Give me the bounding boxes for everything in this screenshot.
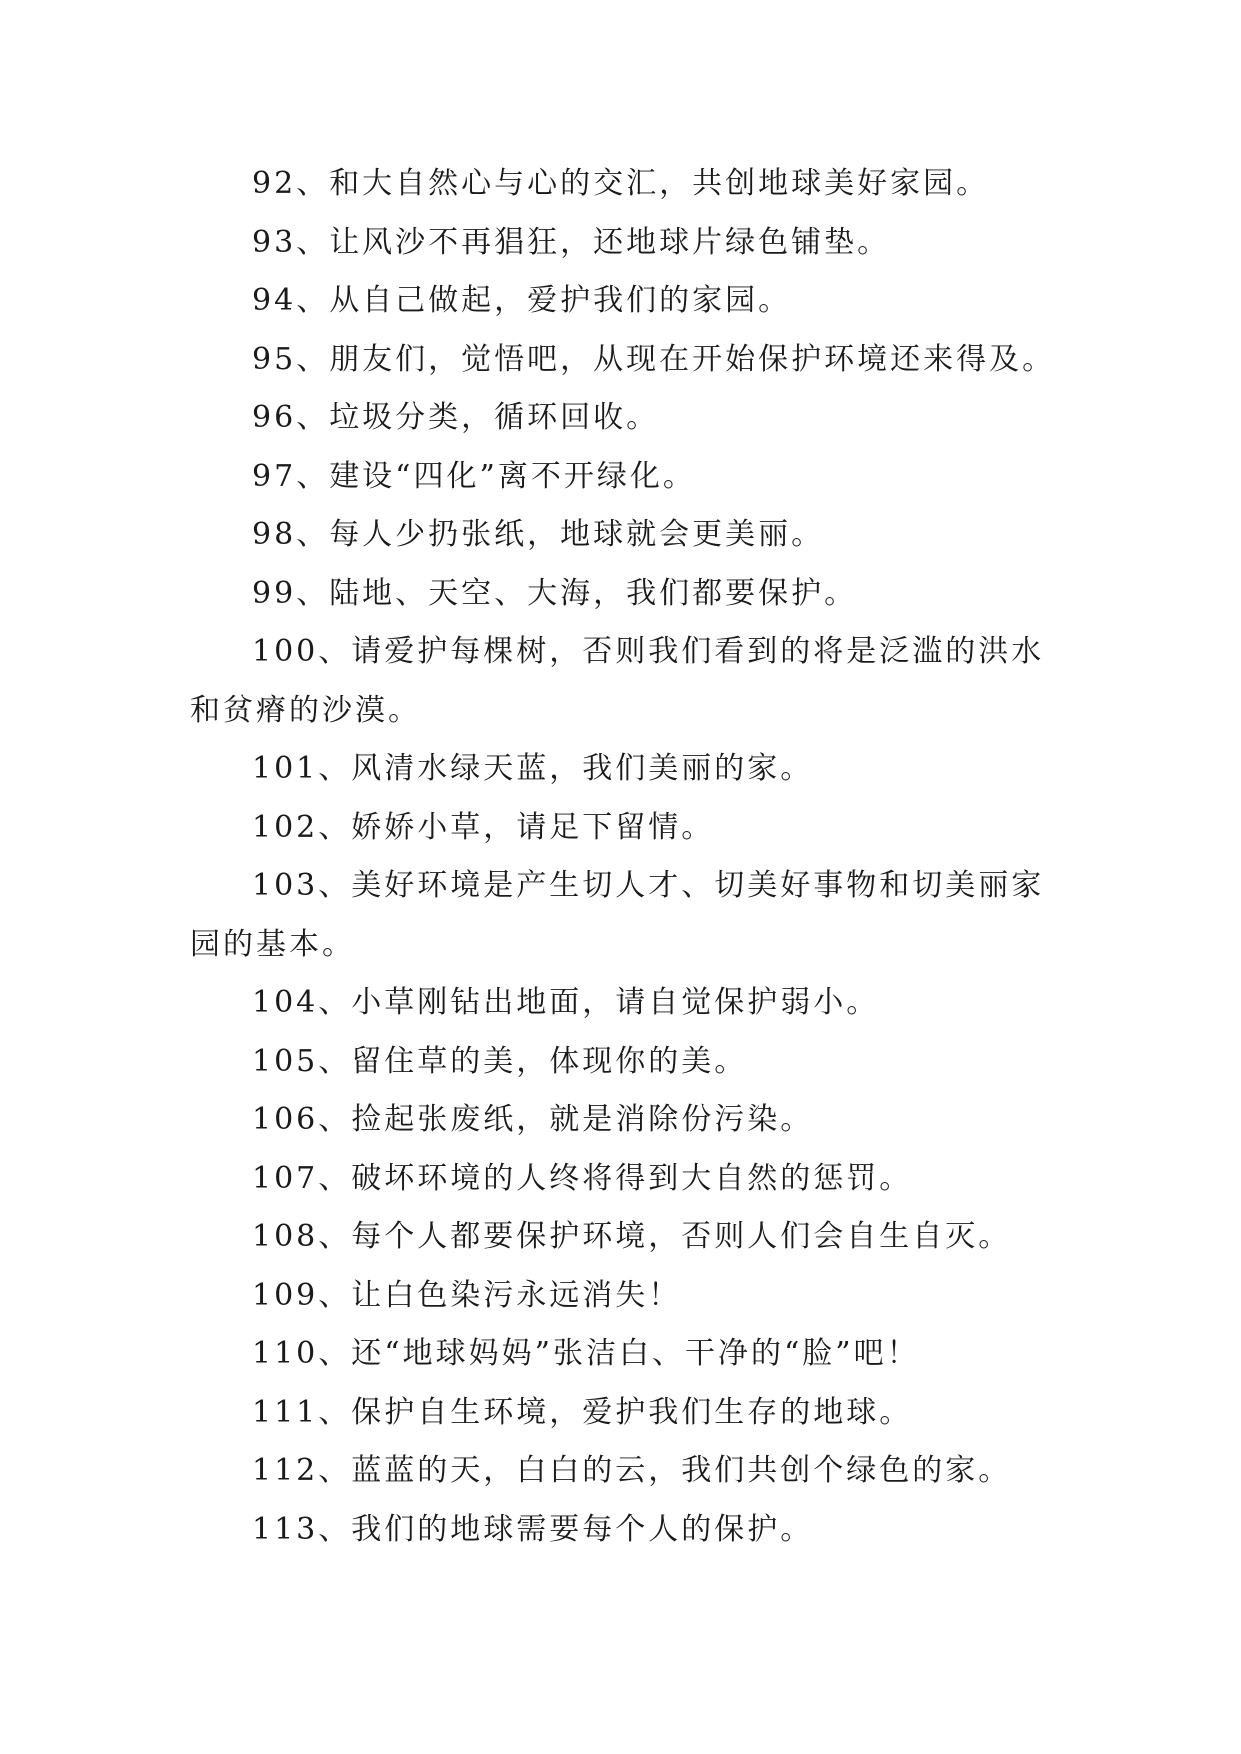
item-text: 每人少扔张纸，地球就会更美丽。 xyxy=(329,517,825,552)
item-text: 让风沙不再猖狂，还地球片绿色铺垫。 xyxy=(329,224,891,260)
list-item: 112、蓝蓝的天，白白的云，我们共创个绿色的家。 xyxy=(252,1453,1012,1488)
item-text: 朋友们，觉悟吧，从现在开始保护环境还来得及。 xyxy=(329,341,1056,377)
item-number: 110 xyxy=(252,1336,319,1371)
item-text: 留住草的美，体现你的美。 xyxy=(351,1043,748,1079)
item-number: 92 xyxy=(252,166,297,201)
item-number: 100 xyxy=(252,634,319,669)
item-number: 111 xyxy=(252,1394,319,1430)
list-item: 110、还“地球妈妈”张洁白、干净的“脸”吧！ xyxy=(252,1336,920,1371)
item-number: 102 xyxy=(252,809,319,845)
list-item: 108、每个人都要保护环境，否则人们会自生自灭。 xyxy=(252,1219,1012,1254)
list-item: 113、我们的地球需要每个人的保护。 xyxy=(252,1511,814,1547)
list-item: 97、建设“四化”离不开绿化。 xyxy=(252,458,696,494)
list-item: 96、垃圾分类，循环回收。 xyxy=(252,400,660,435)
list-item: 102、娇娇小草，请足下留情。 xyxy=(252,809,715,845)
list-item: 93、让风沙不再猖狂，还地球片绿色铺垫。 xyxy=(252,224,891,260)
item-text: 还“地球妈妈”张洁白、干净的“脸”吧！ xyxy=(351,1336,920,1371)
item-text: 捡起张废纸，就是消除份污染。 xyxy=(351,1102,814,1137)
item-number: 93 xyxy=(252,224,297,260)
list-item: 105、留住草的美，体现你的美。 xyxy=(252,1043,748,1079)
item-number: 107 xyxy=(252,1160,319,1196)
list-item: 109、让白色染污永远消失！ xyxy=(252,1277,682,1313)
item-text: 娇娇小草，请足下留情。 xyxy=(351,809,715,845)
item-text: 美好环境是产生切人才、切美好事物和切美丽家 xyxy=(351,868,1045,903)
list-item: 111、保护自生环境，爱护我们生存的地球。 xyxy=(252,1394,913,1430)
item-number: 104 xyxy=(252,985,319,1020)
item-text: 保护自生环境，爱护我们生存的地球。 xyxy=(351,1394,913,1430)
item-number: 99 xyxy=(252,575,297,611)
item-text: 垃圾分类，循环回收。 xyxy=(329,400,660,435)
list-item-continuation: 园的基本。 xyxy=(190,926,355,962)
item-number: 113 xyxy=(252,1511,319,1547)
list-item: 94、从自己做起，爱护我们的家园。 xyxy=(252,283,792,318)
list-item: 103、美好环境是产生切人才、切美好事物和切美丽家 xyxy=(252,868,1045,903)
list-item: 101、风清水绿天蓝，我们美丽的家。 xyxy=(252,751,814,786)
list-item-continuation: 和贫瘠的沙漠。 xyxy=(190,692,421,728)
item-text: 请爱护每棵树，否则我们看到的将是泛滥的洪水 xyxy=(351,634,1045,669)
item-text: 蓝蓝的天，白白的云，我们共创个绿色的家。 xyxy=(351,1453,1012,1488)
item-text: 我们的地球需要每个人的保护。 xyxy=(351,1511,814,1547)
list-item: 95、朋友们，觉悟吧，从现在开始保护环境还来得及。 xyxy=(252,341,1056,377)
item-number: 98 xyxy=(252,517,297,552)
item-text: 风清水绿天蓝，我们美丽的家。 xyxy=(351,751,814,786)
list-item: 104、小草刚钻出地面，请自觉保护弱小。 xyxy=(252,985,880,1020)
list-item: 99、陆地、天空、大海，我们都要保护。 xyxy=(252,575,858,611)
item-text: 小草刚钻出地面，请自觉保护弱小。 xyxy=(351,985,880,1020)
item-text: 每个人都要保护环境，否则人们会自生自灭。 xyxy=(351,1219,1012,1254)
item-number: 108 xyxy=(252,1219,319,1254)
list-item: 106、捡起张废纸，就是消除份污染。 xyxy=(252,1102,814,1137)
slogan-list xyxy=(190,155,1056,1559)
item-number: 96 xyxy=(252,400,297,435)
item-number: 97 xyxy=(252,458,297,494)
item-text: 建设“四化”离不开绿化。 xyxy=(329,458,696,494)
item-text: 让白色染污永远消失！ xyxy=(351,1277,682,1313)
item-number: 109 xyxy=(252,1277,319,1313)
list-item: 100、请爱护每棵树，否则我们看到的将是泛滥的洪水 xyxy=(252,634,1045,669)
item-text: 破坏环境的人终将得到大自然的惩罚。 xyxy=(351,1160,913,1196)
item-number: 101 xyxy=(252,751,319,786)
list-item: 92、和大自然心与心的交汇，共创地球美好家园。 xyxy=(252,166,990,201)
item-number: 106 xyxy=(252,1102,319,1137)
item-text: 从自己做起，爱护我们的家园。 xyxy=(329,283,792,318)
item-text: 和大自然心与心的交汇，共创地球美好家园。 xyxy=(329,166,990,201)
list-item: 107、破坏环境的人终将得到大自然的惩罚。 xyxy=(252,1160,913,1196)
item-number: 112 xyxy=(252,1453,319,1488)
item-number: 94 xyxy=(252,283,297,318)
item-number: 105 xyxy=(252,1043,319,1079)
item-number: 95 xyxy=(252,341,297,377)
item-text: 陆地、天空、大海，我们都要保护。 xyxy=(329,575,858,611)
item-number: 103 xyxy=(252,868,319,903)
list-item: 98、每人少扔张纸，地球就会更美丽。 xyxy=(252,517,825,552)
